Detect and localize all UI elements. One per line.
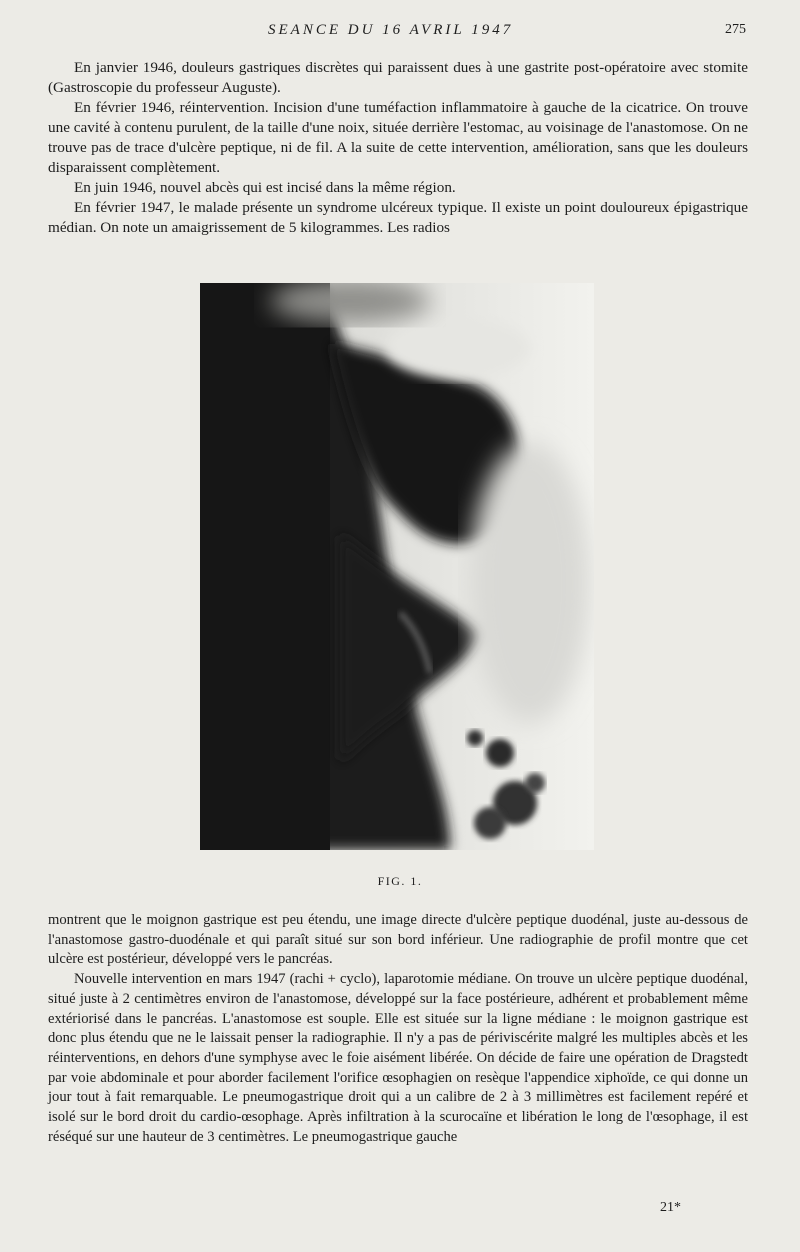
paragraph: En juin 1946, nouvel abcès qui est incisé dans la même région. <box>74 179 456 196</box>
radiograph-image <box>200 283 594 850</box>
bottom-text-block <box>48 911 748 1147</box>
figure-caption: FIG. 1. <box>377 874 423 888</box>
folio-mark: 21* <box>660 1200 681 1215</box>
paragraph: En février 1947, le malade présente un syndrome ulcéreux typique. Il existe un point douloureux épigastrique médian. On note un amaigrissement de 5 kilogrammes. Les radios <box>48 199 748 236</box>
paragraph: Nouvelle intervention en mars 1947 (rachi + cyclo), laparotomie médiane. On trouve un ulcère peptique duodénal, situé juste à 2 centimètres environ de l'anastomose, développé sur la face postérieure, adhérent et probablement même extériorisé dans le pancréas. L'anastomose est souple. Elle est située sur la ligne médiane : le moignon gastrique est donc plus étendu que ne le laissait penser la radiographie. Il n'y a pas de périviscérite malgré les multiples abcès et les réinterventions, en dehors d'une symphyse avec le foie aisément libérée. On décide de faire une opération de Dragstedt par voie abdominale et pour aborder facilement l'orifice œsophagien on resèque l'appendice xiphoïde, ce qui donne un jour tout à fait remarquable. Le pneumogastrique droit qui a un calibre de 2 à 3 millimètres est facilement repéré et isolé sur le bord droit du cardio-œsophage. Après infiltration à la scurocaïne et libération le long de l'œsophage, il est réséqué sur une hauteur de 3 centimètres. Le pneumogastrique gauche <box>48 971 748 1145</box>
paragraph: montrent que le moignon gastrique est peu étendu, une image directe d'ulcère peptique duodénal, juste au-dessous de l'anastomose gastro-duodénale et qui paraît situé sur son bord inférieur. Une radiographie de profil montre que cet ulcère est postérieur, développé vers le pancréas. <box>48 912 748 968</box>
top-text-block <box>48 58 748 238</box>
running-title: SEANCE DU 16 AVRIL 1947 <box>268 22 514 38</box>
running-head <box>0 22 800 44</box>
paragraph: En février 1946, réintervention. Incision d'une tuméfaction inflammatoire à gauche de la cicatrice. On trouve une cavité à contenu purulent, de la taille d'une noix, située derrière l'estomac, au voisinage de l'anastomose. On ne trouve pas de trace d'ulcère peptique, ni de fil. A la suite de cette intervention, amélioration, sans que les douleurs disparaissent complètement. <box>48 99 748 176</box>
page-number: 275 <box>725 22 746 37</box>
radiograph-figure <box>200 283 594 850</box>
paragraph: En janvier 1946, douleurs gastriques discrètes qui paraissent dues à une gastrite post-opératoire avec stomite (Gastroscopie du professeur Auguste). <box>48 59 748 96</box>
